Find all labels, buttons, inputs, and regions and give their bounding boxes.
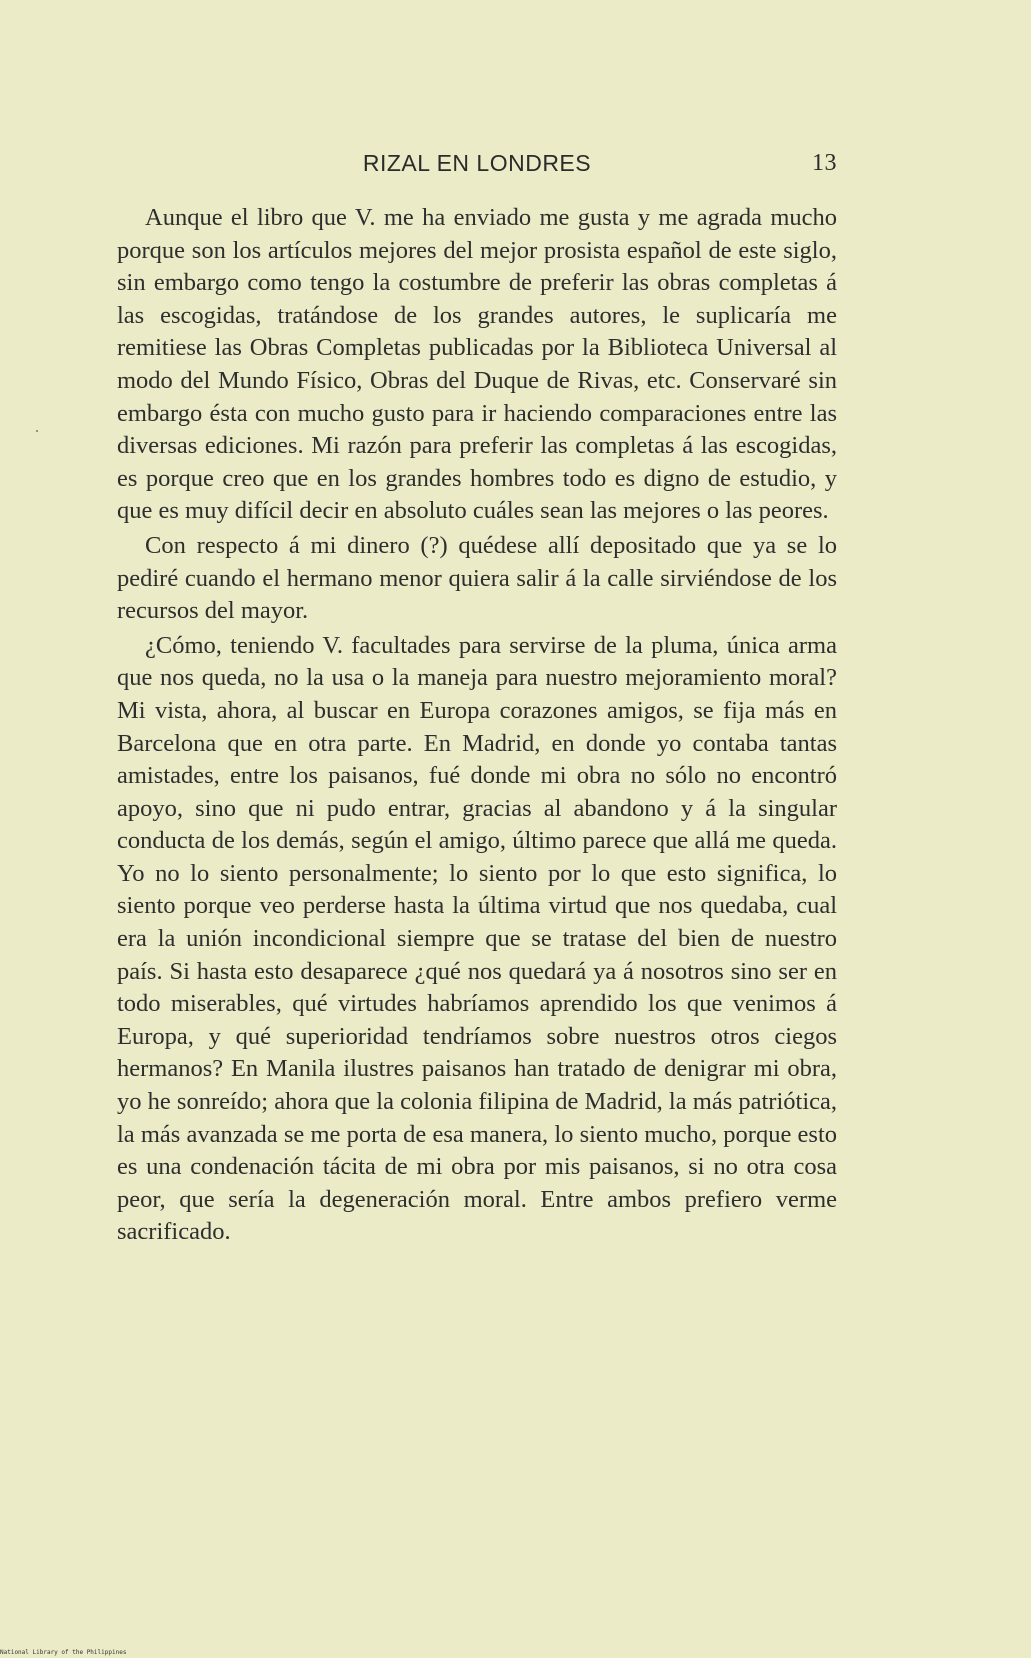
paragraph: Aunque el libro que V. me ha enviado me gusta y me agrada mucho porque son los artículos mejores del mejor prosista español de este siglo, sin embargo como tengo la costumbre de preferir las obras completas á las escogidas, tratándose de los grandes autores, le suplicaría me remitiese las Obras Completas publicadas por la Biblioteca Universal al modo del Mundo Físico, Obras del Duque de Rivas, etc. Conservaré sin embargo ésta con mucho gusto para ir haciendo comparaciones entre las diversas ediciones. Mi razón para preferir las completas á las escogidas, es porque creo que en los grandes hombres todo es digno de estudio, y que es muy difícil decir en absoluto cuáles sean las mejores o las peores.: [117, 204, 837, 525]
paragraph: ¿Cómo, teniendo V. facultades para servirse de la pluma, única arma que nos queda, no la usa o la maneja para nuestro mejoramiento moral? Mi vista, ahora, al buscar en Europa corazones amigos, se fija más en Barcelona que en otra parte. En Madrid, en donde yo contaba tantas amistades, entre los paisanos, fué donde mi obra no sólo no encontró apoyo, sino que ni pudo entrar, gracias al abandono y á la singular conducta de los demás, según el amigo, último parece que allá me queda. Yo no lo siento personalmente; lo siento por lo que esto significa, lo siento porque veo perderse hasta la última virtud que nos quedaba, cual era la unión incondicional siempre que se tratase del bien de nuestro país. Si hasta esto desaparece ¿qué nos quedará ya á nosotros sino ser en todo miserables, qué virtudes habríamos aprendido los que venimos á Europa, y qué superioridad tendríamos sobre nuestros otros ciegos hermanos? En Manila ilustres paisanos han tratado de denigrar mi obra, yo he sonreído; ahora que la colonia filipina de Madrid, la más patriótica, la más avanzada se me porta de esa manera, lo siento mucho, porque esto es una condenación tácita de mi obra por mis paisanos, si no otra cosa peor, que sería la degeneración moral. Entre ambos prefiero verme sacrificado.: [117, 631, 837, 1246]
scan-speck: [36, 430, 38, 432]
page-body: [117, 202, 837, 1249]
library-watermark: National Library of the Philippines: [0, 1649, 127, 1656]
page-number: 13: [812, 150, 837, 176]
page-header: [117, 150, 837, 184]
running-title: RIZAL EN LONDRES: [362, 150, 592, 176]
paragraph: Con respecto á mi dinero (?) quédese allí depositado que ya se lo pediré cuando el hermano menor quiera salir á la calle sirviéndose de los recursos del mayor.: [117, 531, 837, 625]
